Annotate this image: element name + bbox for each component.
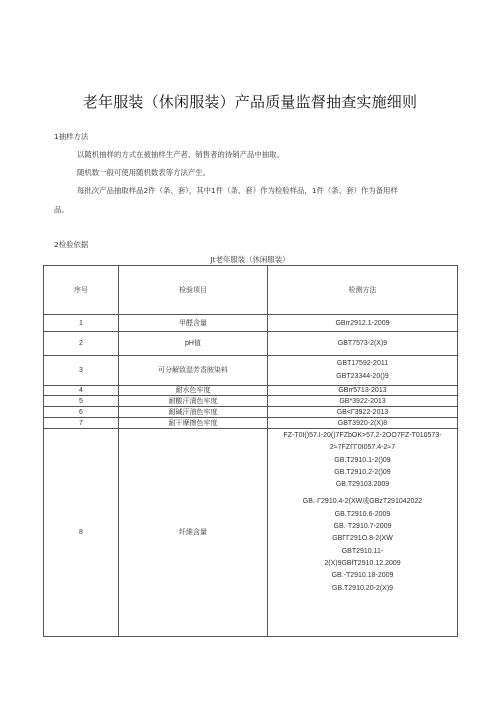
method-line: GB.T2910.2-2()09 <box>334 468 391 476</box>
table-row <box>44 429 458 637</box>
row-item: 可分解致湿芳香胺染料 <box>119 356 268 386</box>
header-method: 检测方法 <box>268 266 458 315</box>
section1-heading: 1抽样方法 <box>54 132 89 141</box>
row-no: 2 <box>44 332 119 356</box>
row-no: 6 <box>44 407 119 418</box>
row-item: 耐干摩擦色牢度 <box>119 418 268 429</box>
row-no: 5 <box>44 396 119 407</box>
table-header-row <box>44 266 458 315</box>
method-line: 2≈7FZΓΓ0I057.4-2≈7 <box>329 444 396 452</box>
row-no: 8 <box>44 429 119 637</box>
row-no: 7 <box>44 418 119 429</box>
row-no: 3 <box>44 356 119 386</box>
header-no: 序号 <box>44 266 119 315</box>
inspection-table <box>43 265 458 637</box>
method-line: GB.T2910.20-2(X)9 <box>331 584 394 592</box>
row-item: pH值 <box>119 332 268 356</box>
row-item: 纤維含量 <box>119 429 268 637</box>
row-method: GBrr2912.1-2009 <box>268 315 458 332</box>
method-line: GB.·T2910.7-2009 <box>333 523 392 531</box>
row-method: GB<Γ3922-2013 <box>268 407 458 418</box>
paragraph-sample-quantity: 每批次产品抽取样品2件（条、套），其中1件（条、套）作为检验样品，1件（条、套）作为备用样 <box>77 186 398 195</box>
table-row <box>44 386 458 396</box>
row-method: GB*3922-2013 <box>268 396 458 407</box>
table-row <box>44 332 458 356</box>
method-line: 2(X)9GBfT2910.12.2009 <box>324 559 401 567</box>
row-method: GBT7573-2(X)9 <box>268 332 458 356</box>
row-method: GBrr5713-2013 <box>268 386 458 396</box>
table-row <box>44 356 458 386</box>
row-item: 甲醛含量 <box>119 315 268 332</box>
method-line: GBΓΓ291O.8-2(XW <box>332 535 393 543</box>
method-line: GBT17592-2011 <box>336 360 389 368</box>
method-line: FZ-T0I()57.I-20()7FZbOK>57,2-2OO7FZ-T010573- <box>283 432 442 439</box>
paragraph-sampling-method: 以随机抽样的方式在被抽样生产者、销售者的待销产品中抽取。 <box>77 150 284 159</box>
method-line: GB.T2910.1-2()09 <box>334 456 391 464</box>
table-row <box>44 407 458 418</box>
method-line: GBT2910.11- <box>341 547 384 555</box>
row-item: 耐碱汗油色牢度 <box>119 407 268 418</box>
paragraph-random-number: 随机数一般可使用随机数表等方法产生。 <box>77 168 211 177</box>
row-no: 1 <box>44 315 119 332</box>
method-line: GB.·Γ2910.4-2(XW或GBzT291042022 <box>302 498 423 506</box>
row-item: 耐水色牢度 <box>119 386 268 396</box>
page-title: 老年服装（休闲服装）产品质量监督抽查实施细则 <box>82 93 418 111</box>
method-line: GB.T29103.2009 <box>335 481 390 489</box>
table-row <box>44 396 458 407</box>
row-no: 4 <box>44 386 119 396</box>
table-caption: Jt老年服装（休闲服装） <box>210 255 290 264</box>
table-row <box>44 418 458 429</box>
header-item: 检验项目 <box>119 266 268 315</box>
method-line: GB.-T2910.18-2009 <box>331 572 394 580</box>
row-method <box>268 429 458 637</box>
row-item: 耐酸汗漬色牢度 <box>119 396 268 407</box>
table-row <box>44 315 458 332</box>
method-line: GB.T2910.6-2009 <box>334 510 391 518</box>
row-method: GBT3920-2(X)8 <box>268 418 458 429</box>
paragraph-sample-quantity-cont: 品。 <box>54 205 69 214</box>
row-method <box>268 356 458 386</box>
section2-heading: 2检验依据 <box>54 240 89 249</box>
method-line: GBT23344-20()9 <box>336 372 389 380</box>
